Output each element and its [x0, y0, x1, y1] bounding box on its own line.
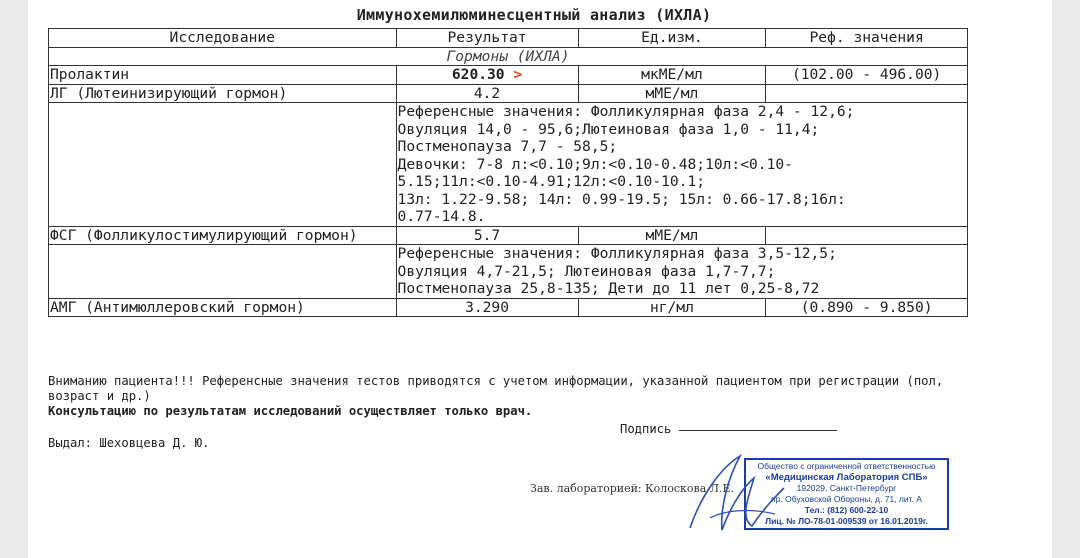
header-ref: Реф. значения — [766, 29, 968, 48]
unit-cell: мкМЕ/мл — [578, 66, 766, 85]
result-value: 620.30 — [451, 66, 505, 83]
fsh-ref-note: Референсные значения: Фолликулярная фаза 3,5-12,5; Овуляция 4,7-21,5; Лютеиновая фаза 1,7-7,7; Постменопауза 25,8-135; Дети до 11 лет 0,25-8,72 — [396, 245, 967, 299]
ref-cell — [766, 226, 968, 245]
note-row — [49, 103, 968, 227]
table-row — [49, 226, 968, 245]
unit-cell: мМЕ/мл — [578, 84, 766, 103]
signature-line — [620, 422, 837, 436]
issued-by: Выдал: Шеховцева Д. Ю. — [48, 436, 210, 450]
table-row — [49, 66, 968, 85]
header-result: Результат — [396, 29, 578, 48]
signature-label: Подпись — [620, 422, 672, 436]
high-flag: > — [513, 66, 523, 83]
lab-head: Зав. лабораторией: Колоскова Л.Е. — [530, 482, 734, 495]
results-table — [48, 28, 968, 317]
lab-stamp: Общество с ограниченной ответственностью «Медицинская Лаборатория СПБ» 192029, Санкт-Петербург пр. Обуховской Обороны, д. 71, лит. А Тел.: (812) 600-22-10 Лиц. № ЛО-78-01-009539 от 16.01.2019г. — [744, 458, 949, 530]
unit-cell: мМЕ/мл — [578, 226, 766, 245]
lh-ref-note: Референсные значения: Фолликулярная фаза 2,4 - 12,6; Овуляция 14,0 - 95,6;Лютеиновая фаза 1,0 - 11,4; Постменопауза 7,7 - 58,5; Девочки: 7-8 л:<0.10;9л:<0.10-0.48;10л:<0.10- 5.15;11л:<0.10-4.91;12л:<0.10-10.1; 13л: 1.22-9.58; 14л: 0.99-19.5; 15л: 0.66-17.8;16л: 0.77-14.8. — [396, 103, 967, 227]
result-cell — [396, 66, 578, 85]
test-name: ФСГ (Фолликулостимулирующий гормон) — [49, 226, 397, 245]
note-row — [49, 245, 968, 299]
ref-cell: (0.890 - 9.850) — [766, 298, 968, 317]
table-row — [49, 298, 968, 317]
group-row — [49, 47, 968, 66]
table-header-row — [49, 29, 968, 48]
test-name: Пролактин — [49, 66, 397, 85]
ref-cell: (102.00 - 496.00) — [766, 66, 968, 85]
group-label: Гормоны (ИХЛА) — [49, 47, 968, 66]
unit-cell: нг/мл — [578, 298, 766, 317]
header-test: Исследование — [49, 29, 397, 48]
consultation-note: Консультацию по результатам исследований осуществляет только врач. — [48, 404, 533, 418]
result-cell: 3.290 — [396, 298, 578, 317]
report-title: Иммунохемилюминесцентный анализ (ИХЛА) — [356, 6, 712, 24]
table-row — [49, 84, 968, 103]
result-cell: 5.7 — [396, 226, 578, 245]
patient-notice: Вниманию пациента!!! Референсные значения тестов приводятся с учетом информации, указанной пациентом при регистрации (пол, возраст и др.) — [48, 374, 944, 403]
handwritten-signature — [680, 448, 790, 538]
test-name: АМГ (Антимюллеровский гормон) — [49, 298, 397, 317]
header-unit: Ед.изм. — [578, 29, 766, 48]
result-cell: 4.2 — [396, 84, 578, 103]
ref-cell — [766, 84, 968, 103]
test-name: ЛГ (Лютеинизирующий гормон) — [49, 84, 397, 103]
